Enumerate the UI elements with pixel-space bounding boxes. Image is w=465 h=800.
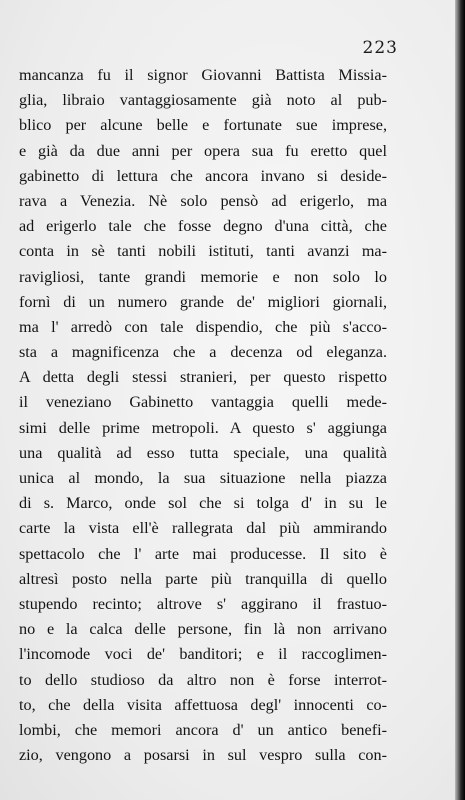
- text-line: no e la calca delle persone, fin là non arrivano: [19, 620, 387, 639]
- text-line: sta a magnificenza che a decenza od eleganza.: [19, 343, 387, 362]
- text-line: il veneziano Gabinetto vantaggia quelli mede-: [19, 393, 387, 412]
- text-line: gabinetto di lettura che ancora invano si deside-: [19, 166, 387, 185]
- text-line: carte la vista ell'è rallegrata dal più ammirando: [19, 519, 387, 538]
- text-line: glia, libraio vantaggiosamente già noto al pub-: [19, 91, 387, 110]
- text-line: ravigliosi, tante grandi memorie e non solo lo: [19, 267, 387, 286]
- text-line: rava a Venezia. Nè solo pensò ad erigerlo, ma: [19, 191, 387, 210]
- text-line: l'incomode voci de' banditori; e il raccoglimen-: [19, 645, 387, 664]
- text-line: fornì di un numero grande de' migliori giornali,: [19, 292, 387, 311]
- text-line: unica al mondo, la sua situazione nella piazza: [19, 469, 387, 487]
- text-line: altresì posto nella parte più tranquilla di quello: [19, 569, 387, 588]
- page-number: 223: [362, 38, 398, 58]
- text-line: simi delle prime metropoli. A questo s' aggiunga: [19, 418, 387, 437]
- text-line: lombi, che memori ancora d' un antico benefi-: [19, 720, 387, 739]
- text-line: A detta degli stessi stranieri, per questo rispetto: [19, 368, 387, 387]
- text-line: una qualità ad esso tutta speciale, una qualità: [19, 443, 387, 462]
- text-line: spettacolo che l' arte mai producesse. Il sito è: [19, 544, 387, 563]
- text-line: mancanza fu il signor Giovanni Battista Missia-: [19, 66, 387, 84]
- text-line: di s. Marco, onde sol che si tolga d' in su le: [19, 494, 387, 513]
- text-line: e già da due anni per opera sua fu eretto quel: [19, 141, 387, 160]
- text-line: zio, vengono a posarsi in sul vespro sulla con-: [19, 746, 387, 765]
- text-line: ad erigerlo tale che fosse degno d'una città, che: [19, 217, 387, 236]
- body-text: [19, 63, 387, 768]
- page-edge-shadow: [455, 0, 465, 800]
- text-line: blico per alcune belle e fortunate sue imprese,: [19, 116, 387, 135]
- text-line: to, che della visita affettuosa degl' innocenti co-: [19, 695, 387, 714]
- text-line: conta in sè tanti nobili istituti, tanti avanzi ma-: [19, 242, 387, 261]
- text-line: to dello studioso da altro non è forse interrot-: [19, 670, 387, 689]
- text-line: ma l' arredò con tale dispendio, che più s'acco-: [19, 317, 387, 336]
- text-line: stupendo recinto; altrove s' aggirano il frastuo-: [19, 594, 387, 613]
